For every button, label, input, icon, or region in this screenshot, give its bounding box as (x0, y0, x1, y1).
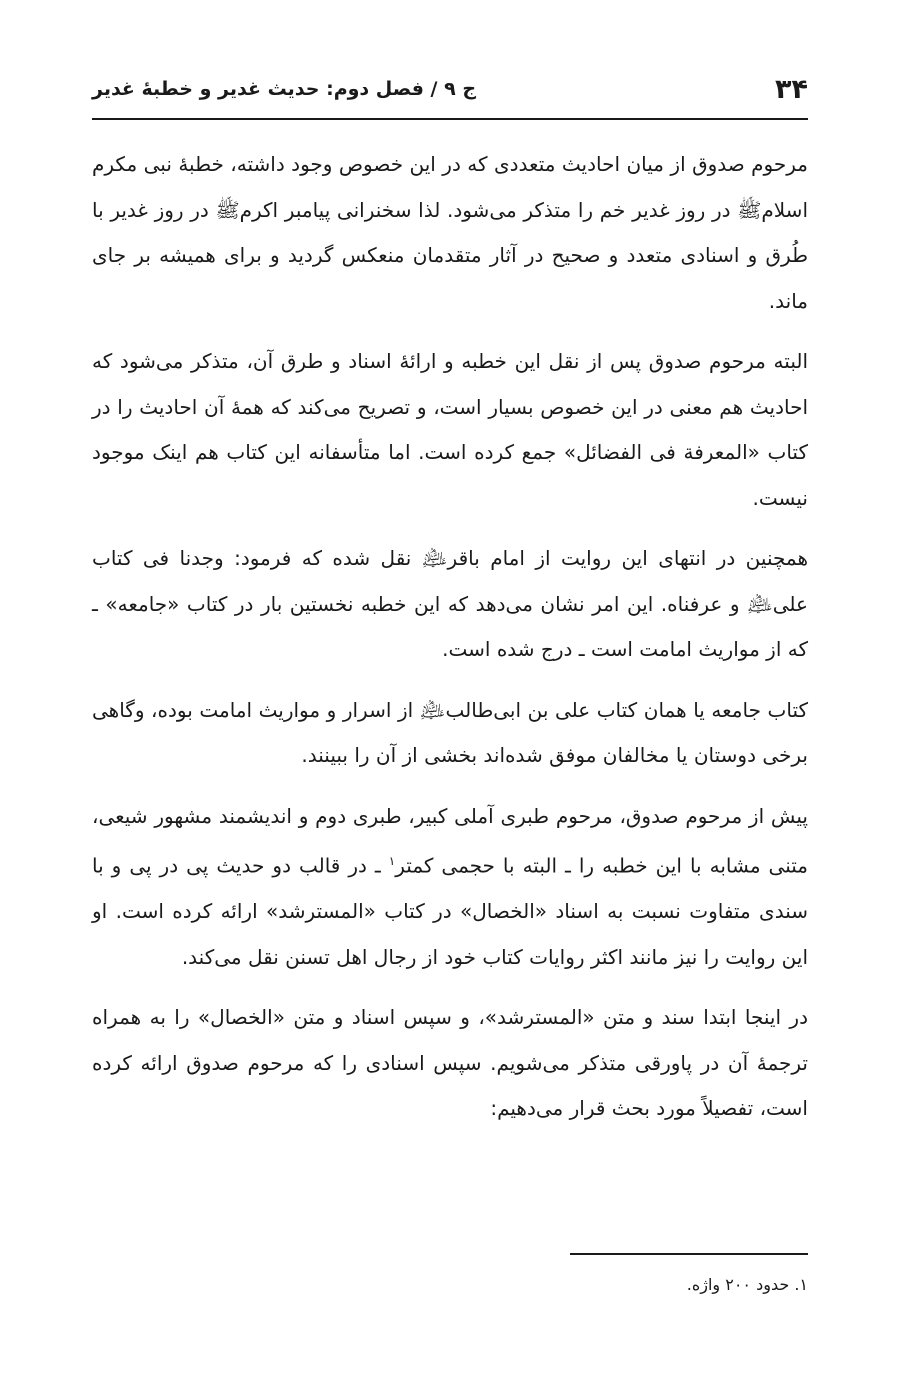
footnote: ۱. حدود ۲۰۰ واژه. (686, 1275, 808, 1294)
running-title: ج ۹ / فصل دوم: حدیث غدیر و خطبهٔ غدیر (92, 78, 477, 100)
paragraph: همچنین در انتهای این روایت از امام باقر﵇ نقل شده که فرمود: وجدنا فی کتاب علی﵇ و عرفناه. این امر نشان می‌دهد که این خطبه نخستین بار در کتاب «جامعه» ـ که از مواریث امامت است ـ درج شده است. (92, 546, 808, 661)
page-body (92, 142, 808, 1132)
footnote-divider (570, 1253, 808, 1255)
paragraph-with-footnote (92, 794, 808, 981)
paragraph-text-before: پیش از مرحوم صدوق، مرحوم طبری آملی کبیر، طبری دوم و اندیشمند مشهور شیعی، متنی مشابه با این خطبه را ـ البته با حجمی کمتر (92, 803, 809, 878)
header-divider (92, 118, 808, 120)
paragraph: کتاب جامعه یا همان کتاب علی بن ابی‌طالب﵇ از اسرار و مواریث امامت بوده، وگاهی برخی دوستان یا مخالفان موفق شده‌اند بخشی از آن را ببینند. (92, 697, 808, 767)
paragraph: در اینجا ابتدا سند و متن «المسترشد»، و سپس اسناد و متن «الخصال» را به همراه ترجمهٔ آن در پاورقی متذکر می‌شویم. سپس اسنادی را که مرحوم صدوق ارائه کرده است، تفصیلاً مورد بحث قرار می‌دهیم: (92, 1005, 808, 1121)
footnote-reference[interactable]: ۱ (388, 854, 396, 868)
paragraph-text-after: ـ در قالب دو حدیث پی در پی و با سندی متفاوت نسبت به اسناد «الخصال» در کتاب «المسترشد» ارائه کرده است. او این روایت را نیز مانند اکثر روایات کتاب خود از رجال اهل تسنن نقل می‌کند. (92, 853, 808, 969)
paragraph: مرحوم صدوق از میان احادیث متعددی که در این خصوص وجود داشته، خطبهٔ نبی مکرم اسلامﷺ در روز غدیر خم را متذکر می‌شود. لذا سخنرانی پیامبر اکرمﷺ در روز غدیر با طُرق و اسنادی متعدد و صحیح در آثار متقدمان منعکس گردید و برای همیشه بر جای ماند. (92, 152, 808, 313)
page-header (92, 68, 808, 114)
paragraph: البته مرحوم صدوق پس از نقل این خطبه و ارائهٔ اسناد و طرق آن، متذکر می‌شود که احادیث هم معنی در این خصوص بسیار است، و تصریح می‌کند که همهٔ آن احادیث را در کتاب «المعرفة فی الفضائل» جمع کرده است. اما متأسفانه این کتاب هم اینک موجود نیست. (92, 349, 808, 510)
page-number: ۳۴ (775, 74, 808, 105)
